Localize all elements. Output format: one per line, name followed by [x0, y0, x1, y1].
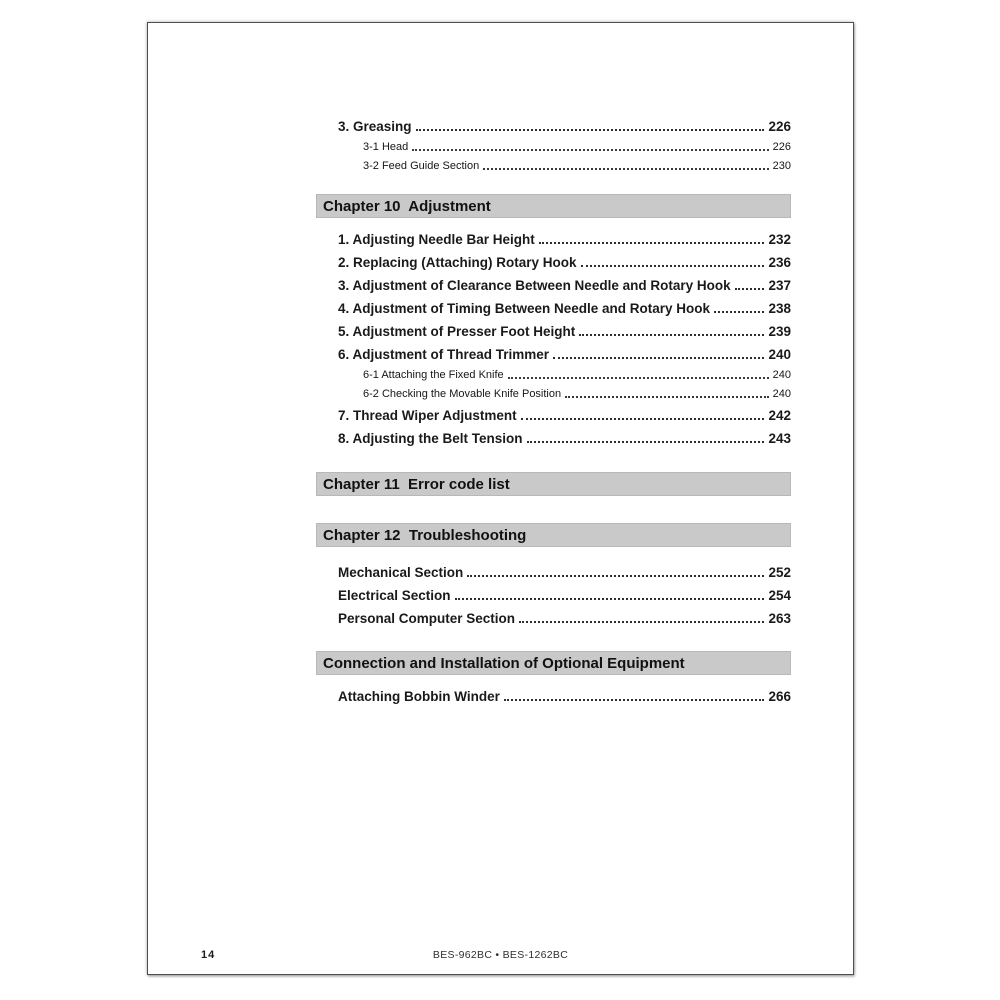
footer-model-numbers: BES-962BC • BES-1262BC — [432, 949, 569, 961]
toc-subentry — [316, 134, 791, 153]
dot-leader — [581, 265, 765, 267]
toc-entry — [316, 111, 791, 134]
dot-leader — [565, 396, 769, 398]
toc-entry-label: 3. Adjustment of Clearance Between Needle and Rotary Hook — [338, 278, 731, 293]
toc-entry-label: 6-1 Attaching the Fixed Knife — [363, 369, 504, 381]
toc-entry — [316, 339, 791, 362]
toc-entry — [316, 270, 791, 293]
toc-entry-label: 5. Adjustment of Presser Foot Height — [338, 324, 576, 339]
toc-entry-page: 226 — [768, 119, 791, 134]
toc-content — [316, 23, 791, 704]
toc-entry — [316, 224, 791, 247]
dot-leader — [416, 129, 765, 131]
toc-entry-page: 226 — [772, 141, 791, 153]
toc-entry-page: 243 — [768, 431, 791, 446]
toc-entry-page: 237 — [768, 278, 791, 293]
toc-entry-label: 6. Adjustment of Thread Trimmer — [338, 347, 550, 362]
toc-entry-label: 6-2 Checking the Movable Knife Position — [363, 388, 562, 400]
toc-entry-page: 238 — [768, 301, 791, 316]
dot-leader — [455, 598, 765, 600]
toc-entry — [316, 603, 791, 626]
toc-entry-label: 2. Replacing (Attaching) Rotary Hook — [338, 255, 577, 270]
toc-entry — [316, 400, 791, 423]
dot-leader — [504, 699, 765, 701]
toc-entry-page: 240 — [772, 388, 791, 400]
toc-entry-page: 252 — [768, 565, 791, 580]
optional-equipment-header: Connection and Installation of Optional Equipment — [316, 651, 791, 675]
toc-entry-label: 3-1 Head — [363, 141, 409, 153]
toc-entry-label: 8. Adjusting the Belt Tension — [338, 431, 523, 446]
toc-subentry — [316, 381, 791, 400]
toc-entry-page: 230 — [772, 160, 791, 172]
toc-entry — [316, 293, 791, 316]
toc-entry — [316, 580, 791, 603]
toc-entry-page: 263 — [768, 611, 791, 626]
dot-leader — [539, 242, 765, 244]
toc-subentry — [316, 153, 791, 172]
toc-subentry — [316, 362, 791, 381]
toc-entry-label: 1. Adjusting Needle Bar Height — [338, 232, 535, 247]
manual-page — [147, 22, 854, 975]
toc-entry-page: 240 — [772, 369, 791, 381]
toc-entry — [316, 247, 791, 270]
page-footer — [148, 947, 853, 961]
toc-entry-label: Electrical Section — [338, 588, 451, 603]
toc-entry-label: Personal Computer Section — [338, 611, 516, 626]
dot-leader — [483, 168, 768, 170]
footer-page-number: 14 — [201, 949, 216, 961]
toc-entry-label: Attaching Bobbin Winder — [338, 689, 500, 704]
chapter-11-header: Chapter 11 Error code list — [316, 472, 791, 496]
dot-leader — [553, 357, 764, 359]
toc-entry-label: 4. Adjustment of Timing Between Needle and Rotary Hook — [338, 301, 711, 316]
dot-leader — [508, 377, 769, 379]
dot-leader — [521, 418, 765, 420]
chapter-10-header: Chapter 10 Adjustment — [316, 194, 791, 218]
toc-entry-page: 242 — [768, 408, 791, 423]
toc-entry — [316, 681, 791, 704]
toc-entry — [316, 316, 791, 339]
dot-leader — [412, 149, 768, 151]
toc-entry-page: 232 — [768, 232, 791, 247]
dot-leader — [735, 288, 765, 290]
dot-leader — [467, 575, 764, 577]
toc-entry — [316, 557, 791, 580]
chapter-12-header: Chapter 12 Troubleshooting — [316, 523, 791, 547]
toc-entry-label: 7. Thread Wiper Adjustment — [338, 408, 517, 423]
toc-entry-page: 254 — [768, 588, 791, 603]
toc-entry-page: 236 — [768, 255, 791, 270]
toc-entry-label: 3. Greasing — [338, 119, 412, 134]
dot-leader — [579, 334, 764, 336]
toc-entry-label: 3-2 Feed Guide Section — [363, 160, 480, 172]
dot-leader — [527, 441, 765, 443]
toc-entry-page: 239 — [768, 324, 791, 339]
toc-entry-label: Mechanical Section — [338, 565, 464, 580]
toc-entry — [316, 423, 791, 446]
toc-entry-page: 240 — [768, 347, 791, 362]
toc-entry-page: 266 — [768, 689, 791, 704]
dot-leader — [714, 311, 764, 313]
dot-leader — [519, 621, 764, 623]
